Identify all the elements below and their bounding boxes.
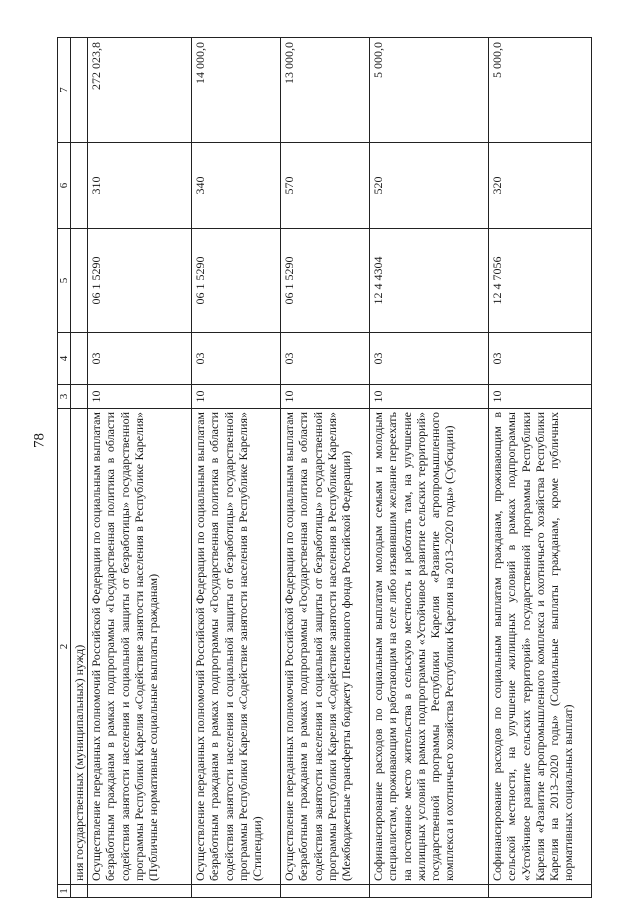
header-col-5: 5 [58,229,71,333]
cell-podrazdel: 03 [88,333,192,385]
table-row [71,38,88,898]
cell-vr: 320 [489,143,592,229]
cell-csr: 12 4 7056 [489,229,592,333]
cell-vr: 570 [281,143,370,229]
cell-podrazdel: 03 [281,333,370,385]
cell-razdel: 10 [370,385,489,409]
cell-razdel: 10 [88,385,192,409]
cell-index [192,885,281,898]
cell-sum: 13 000,0 [281,38,370,143]
cell-podrazdel: 03 [489,333,592,385]
header-col-2: 2 [58,409,71,885]
cell-sum: 14 000,0 [192,38,281,143]
cell-razdel: 10 [489,385,592,409]
cell-index [370,885,489,898]
header-col-3: 3 [58,385,71,409]
cell-description: Осуществление переданных полномочий Российской Федерации по социальным выплатам безработным гражданам в рамках подпрограммы «Государственная политика в области содействия занятости населения и социальной защиты от безработицы» государственной программы Республики Карелия «Содействие занятости населения в Республике Карелия» (Публичные нормативные социальные выплаты гражданам) [88,409,192,885]
cell-sum: 5 000,0 [370,38,489,143]
header-col-1: 1 [58,885,71,898]
table-row [88,38,192,898]
cell-vr: 310 [88,143,192,229]
cell-description: Софинансирование расходов по социальным выплатам гражданам, проживающим в сельской местности, на улучшение жилищных условий в рамках подпрограммы «Устойчивое развитие сельских территорий» государственной программы Республики Карелия «Развитие агропромышленного комплекса и охотничьего хозяйства Республики Карелия на 2013–2020 годы» (Социальные выплаты гражданам, кроме публичных нормативных социальных выплат) [489,409,592,885]
cell-csr: 12 4 4304 [370,229,489,333]
cell-sum: 272 023,8 [88,38,192,143]
cell-podrazdel [71,333,88,385]
header-col-6: 6 [58,143,71,229]
cell-csr: 06 1 5290 [88,229,192,333]
cell-sum: 5 000,0 [489,38,592,143]
header-col-4: 4 [58,333,71,385]
cell-razdel: 10 [281,385,370,409]
table-row [281,38,370,898]
cell-razdel [71,385,88,409]
cell-csr: 06 1 5290 [281,229,370,333]
header-col-7: 7 [58,38,71,143]
cell-description: Софинансирование расходов по социальным выплатам молодым семьям и молодым специалистам, проживающим и работающим на селе либо изъявившим желание переехать на постоянное место жительства в сельскую местность и работать там, на улучшение жилищных условий в рамках подпрограммы «Устойчивое развитие сельских территорий» государственной программы Республики Карелия «Развитие агропромышленного комплекса и охотничьего хозяйства Республики Карелия на 2013–2020 годы» (Субсидии) [370,409,489,885]
cell-index [88,885,192,898]
table-row [370,38,489,898]
cell-index [489,885,592,898]
budget-table [57,37,592,898]
cell-podrazdel: 03 [192,333,281,385]
cell-vr: 520 [370,143,489,229]
cell-sum [71,38,88,143]
budget-table-page [57,38,577,898]
page-number: 78 [31,433,48,448]
cell-csr: 06 1 5290 [192,229,281,333]
cell-razdel: 10 [192,385,281,409]
header-row [58,38,71,898]
cell-description: Осуществление переданных полномочий Российской Федерации по социальным выплатам безработным гражданам в рамках подпрограммы «Государственная политика в области содействия занятости населения и социальной защиты от безработицы» государственной программы Республики Карелия «Содействие занятости населения в Республике Карелия» (Стипендии) [192,409,281,885]
table-row [489,38,592,898]
table-row [192,38,281,898]
cell-vr [71,143,88,229]
cell-description: Осуществление переданных полномочий Российской Федерации по социальным выплатам безработным гражданам в рамках подпрограммы «Государственная политика в области содействия занятости населения и социальной защиты от безработицы» государственной программы Республики Карелия «Содействие занятости населения в Республике Карелия» (Межбюджетные трансферты бюджету Пенсионного фонда Российской Федерации) [281,409,370,885]
cell-csr [71,229,88,333]
cell-description: ния государственных (муниципальных) нужд) [71,409,88,885]
cell-index [281,885,370,898]
cell-podrazdel: 03 [370,333,489,385]
cell-vr: 340 [192,143,281,229]
cell-index [71,885,88,898]
